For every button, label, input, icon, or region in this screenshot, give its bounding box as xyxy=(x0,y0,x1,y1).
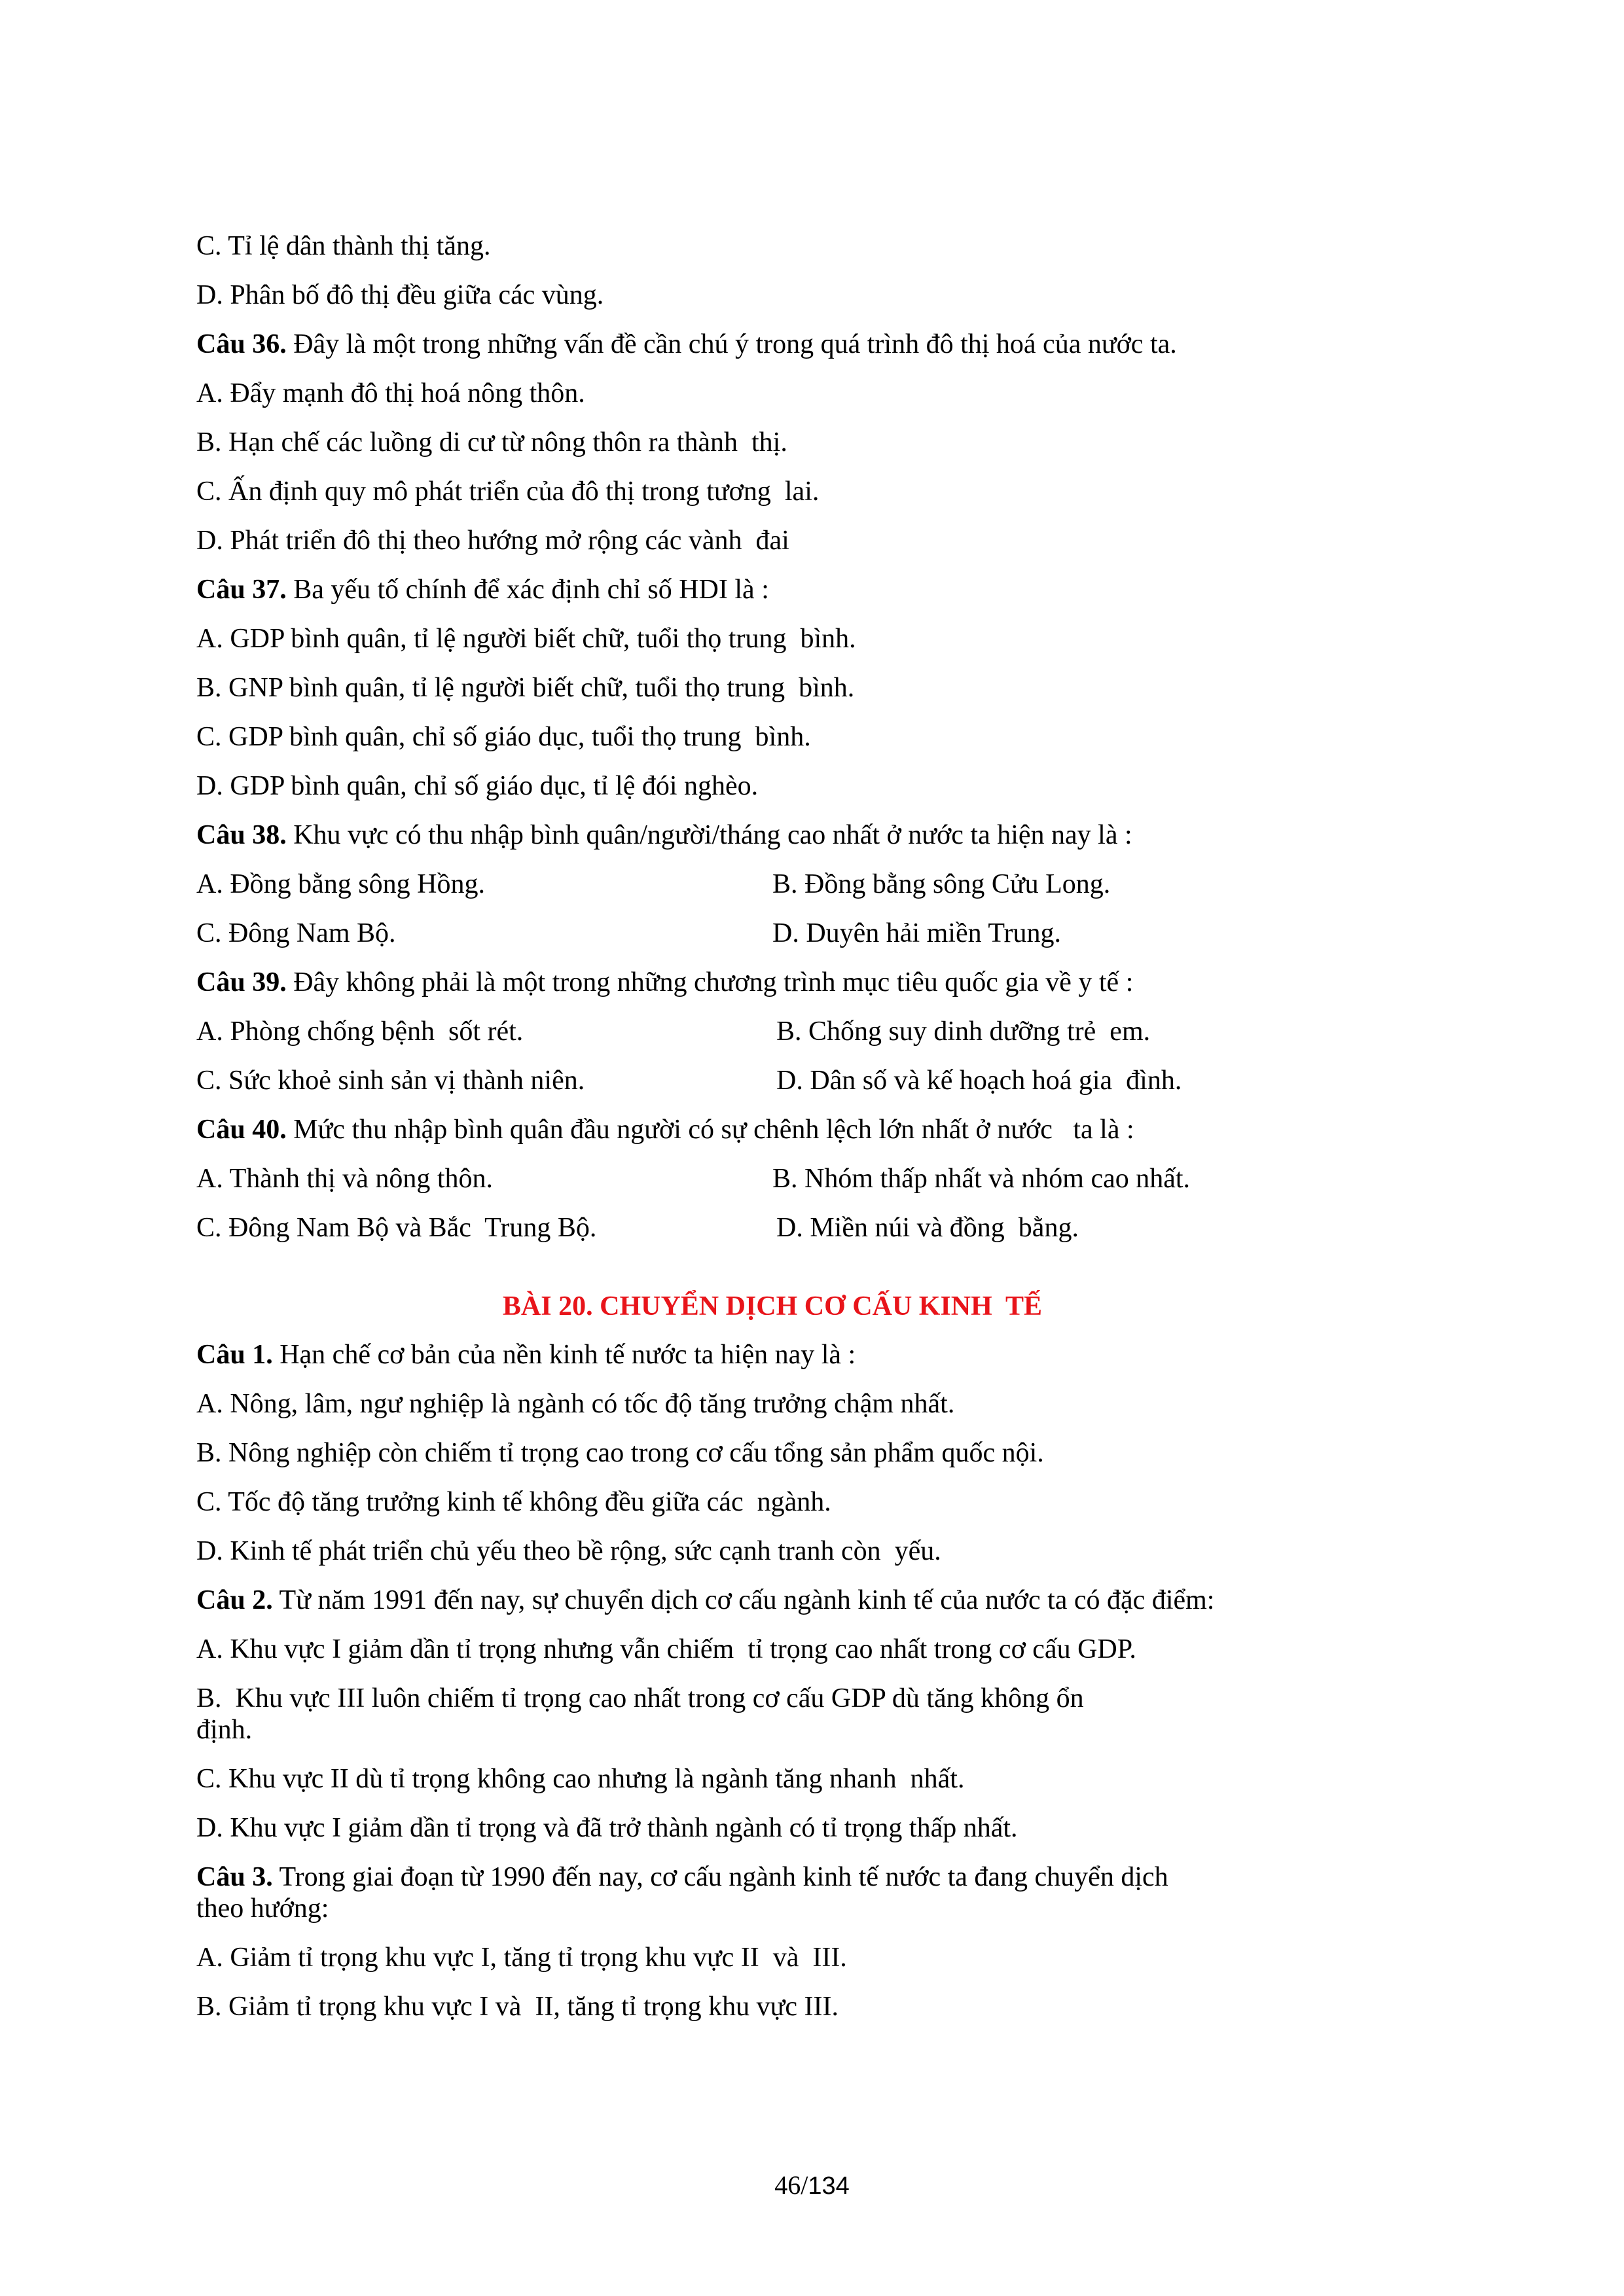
option-c: C. Đông Nam Bộ. xyxy=(196,918,396,948)
question-39 xyxy=(196,967,1348,998)
option-line: D. Kinh tế phát triển chủ yếu theo bề rộng, sức cạnh tranh còn yếu. xyxy=(196,1536,941,1566)
question-number: Câu 37. xyxy=(196,575,287,605)
option-d: D. Duyên hải miền Trung. xyxy=(772,918,1061,948)
question-text: Ba yếu tố chính để xác định chỉ số HDI là : xyxy=(286,575,769,605)
option-line: B. GNP bình quân, tỉ lệ người biết chữ, tuổi thọ trung bình. xyxy=(196,673,855,703)
option-row xyxy=(196,1163,1348,1194)
question-2 xyxy=(196,1585,1348,1616)
option-a: A. Đồng bằng sông Hồng. xyxy=(196,869,485,899)
question-40 xyxy=(196,1114,1348,1145)
section-heading: BÀI 20. CHUYỂN DỊCH CƠ CẤU KINH TẾ xyxy=(502,1291,1043,1321)
option-c: C. Sức khoẻ sinh sản vị thành niên. xyxy=(196,1066,585,1096)
question-number: Câu 36. xyxy=(196,329,287,359)
option-line: C. Ấn định quy mô phát triển của đô thị trong tương lai. xyxy=(196,476,820,507)
option-line-continued: định. xyxy=(196,1715,253,1745)
question-3 xyxy=(196,1861,1348,1893)
option-row xyxy=(196,1016,1348,1047)
question-37 xyxy=(196,574,1348,605)
option-line: A. Khu vực I giảm dần tỉ trọng nhưng vẫn chiếm tỉ trọng cao nhất trong cơ cấu GDP. xyxy=(196,1634,1136,1664)
question-number: Câu 3. xyxy=(196,1862,273,1892)
question-number: Câu 39. xyxy=(196,967,287,997)
option-row xyxy=(196,869,1348,900)
option-line: A. Nông, lâm, ngư nghiệp là ngành có tốc độ tăng trưởng chậm nhất. xyxy=(196,1389,955,1419)
question-text: Khu vực có thu nhập bình quân/người/tháng cao nhất ở nước ta hiện nay là : xyxy=(286,820,1132,850)
question-number: Câu 1. xyxy=(196,1340,273,1370)
option-line: C. Tỉ lệ dân thành thị tăng. xyxy=(196,231,491,261)
option-row xyxy=(196,918,1348,949)
question-number: Câu 38. xyxy=(196,820,287,850)
option-row xyxy=(196,1065,1348,1096)
option-line: A. GDP bình quân, tỉ lệ người biết chữ, tuổi thọ trung bình. xyxy=(196,624,856,654)
document-body xyxy=(196,230,1348,2040)
page-number xyxy=(0,2170,1624,2201)
option-row xyxy=(196,1212,1348,1244)
option-line: C. Tốc độ tăng trưởng kinh tế không đều giữa các ngành. xyxy=(196,1487,831,1517)
option-a: A. Phòng chống bệnh sốt rét. xyxy=(196,1016,524,1047)
question-38 xyxy=(196,819,1348,851)
question-text: Đây là một trong những vấn đề cần chú ý trong quá trình đô thị hoá của nước ta. xyxy=(286,329,1177,359)
option-line: D. Phát triển đô thị theo hướng mở rộng các vành đai xyxy=(196,526,789,556)
option-line: B. Nông nghiệp còn chiếm tỉ trọng cao trong cơ cấu tổng sản phẩm quốc nội. xyxy=(196,1438,1044,1468)
question-text-continued: theo hướng: xyxy=(196,1893,329,1924)
option-line: D. Phân bố đô thị đều giữa các vùng. xyxy=(196,280,604,310)
option-line: A. Đẩy mạnh đô thị hoá nông thôn. xyxy=(196,378,585,408)
question-text: Từ năm 1991 đến nay, sự chuyển dịch cơ cấu ngành kinh tế của nước ta có đặc điểm: xyxy=(272,1585,1215,1615)
page-current: 46/ xyxy=(774,2170,808,2200)
page-total: 134 xyxy=(808,2172,850,2200)
question-number: Câu 2. xyxy=(196,1585,273,1615)
option-d: D. Miền núi và đồng bằng. xyxy=(776,1213,1079,1243)
option-line: C. Khu vực II dù tỉ trọng không cao nhưng là ngành tăng nhanh nhất. xyxy=(196,1764,965,1794)
option-b: B. Nhóm thấp nhất và nhóm cao nhất. xyxy=(772,1164,1191,1194)
question-text: Đây không phải là một trong những chương trình mục tiêu quốc gia về y tế : xyxy=(286,967,1134,997)
option-c: C. Đông Nam Bộ và Bắc Trung Bộ. xyxy=(196,1213,597,1243)
option-line: B. Hạn chế các luồng di cư từ nông thôn ra thành thị. xyxy=(196,427,787,457)
option-line: D. Khu vực I giảm dần tỉ trọng và đã trở thành ngành có tỉ trọng thấp nhất. xyxy=(196,1813,1018,1843)
option-line: B. Khu vực III luôn chiếm tỉ trọng cao nhất trong cơ cấu GDP dù tăng không ổn xyxy=(196,1683,1084,1713)
option-line: A. Giảm tỉ trọng khu vực I, tăng tỉ trọng khu vực II và III. xyxy=(196,1943,847,1973)
question-text: Hạn chế cơ bản của nền kinh tế nước ta hiện nay là : xyxy=(272,1340,856,1370)
question-1 xyxy=(196,1339,1348,1371)
question-text: Trong giai đoạn từ 1990 đến nay, cơ cấu ngành kinh tế nước ta đang chuyển dịch xyxy=(272,1862,1168,1892)
option-line: D. GDP bình quân, chỉ số giáo dục, tỉ lệ đói nghèo. xyxy=(196,771,759,801)
question-text: Mức thu nhập bình quân đầu người có sự chênh lệch lớn nhất ở nước ta là : xyxy=(286,1115,1134,1145)
option-a: A. Thành thị và nông thôn. xyxy=(196,1164,494,1194)
option-b: B. Đồng bằng sông Cửu Long. xyxy=(772,869,1111,899)
question-36 xyxy=(196,329,1348,360)
option-line: B. Giảm tỉ trọng khu vực I và II, tăng tỉ trọng khu vực III. xyxy=(196,1992,839,2022)
option-d: D. Dân số và kế hoạch hoá gia đình. xyxy=(776,1066,1182,1096)
option-line: C. GDP bình quân, chỉ số giáo dục, tuổi thọ trung bình. xyxy=(196,722,811,752)
option-b: B. Chống suy dinh dưỡng trẻ em. xyxy=(776,1016,1151,1047)
question-number: Câu 40. xyxy=(196,1115,287,1145)
